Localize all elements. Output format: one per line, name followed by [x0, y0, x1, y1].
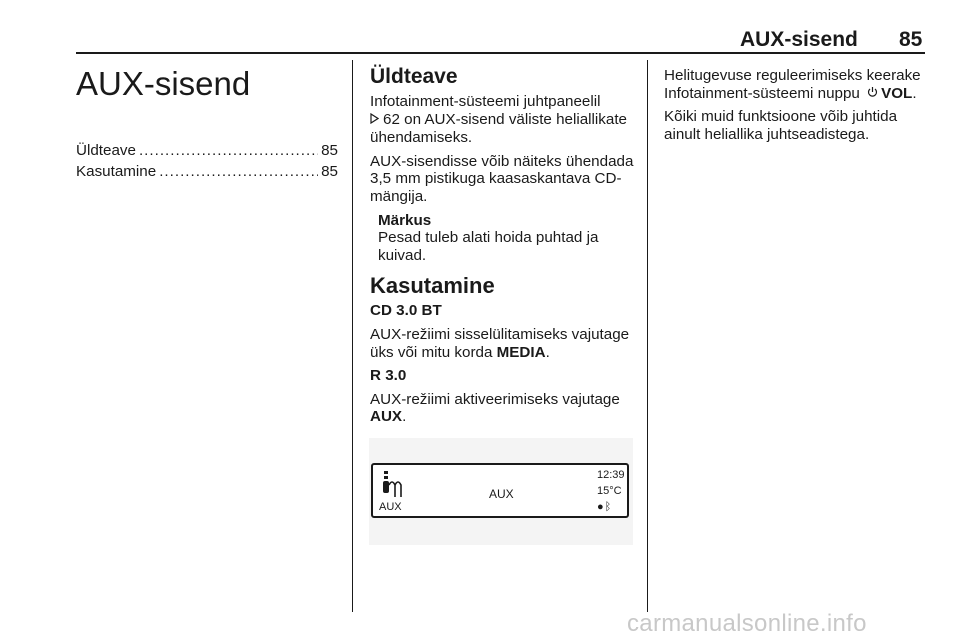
vol-key-label: VOL — [881, 84, 913, 102]
reference-arrow-icon — [370, 112, 379, 130]
infotainment-display — [371, 463, 629, 518]
section-heading-usage: Kasutamine — [370, 273, 495, 299]
page-reference[interactable]: 62 — [383, 110, 400, 128]
content-column-right — [664, 67, 926, 149]
toc-entry-page: 85 — [321, 142, 338, 159]
paragraph: AUX-režiimi aktiveerimiseks vajutage AUX. — [370, 390, 620, 426]
display-mode-label: AUX — [489, 487, 514, 501]
aux-plug-icon — [381, 469, 403, 499]
toc-entry[interactable] — [76, 142, 338, 160]
subheading-r: R 3.0 — [370, 367, 407, 385]
paragraph-text: Helitugevuse reguleerimiseks keerake Infotainment-süsteemi nuppu — [664, 67, 921, 102]
paragraph — [370, 93, 636, 147]
paragraph: AUX-sisendisse võib näiteks ühendada 3,5 mm pistikuga kaasaskantava CD-mängija. — [370, 152, 634, 205]
power-knob-icon — [867, 85, 878, 103]
display-status-icons — [597, 501, 612, 513]
disc-icon: ● — [597, 501, 605, 513]
toc-entry-page: 85 — [321, 162, 338, 180]
paragraph-text: on AUX-sisend väliste heliallikate ühendamiseks. — [370, 110, 628, 147]
watermark: carmanualsonline.info — [627, 610, 867, 637]
media-key-label: MEDIA — [496, 343, 546, 361]
note-text: Pesad tuleb alati hoida puhtad ja kuivad. — [378, 229, 599, 264]
toc-leader — [159, 163, 318, 181]
column-divider-right — [647, 60, 648, 612]
toc-column — [76, 60, 338, 183]
paragraph: Helitugevuse reguleerimiseks keerake Infotainment-süsteemi nuppu VOL. — [664, 67, 921, 102]
toc-entry[interactable] — [76, 163, 338, 181]
header-rule — [76, 52, 925, 54]
display-source-label: AUX — [379, 501, 402, 513]
paragraph: Kõiki muid funktsioone võib juhtida ainult heliallika juhtseadistega. — [664, 108, 898, 143]
aux-key-label: AUX — [370, 408, 403, 426]
paragraph: AUX-režiimi sisselülitamiseks vajutage üks või mitu korda MEDIA. — [370, 325, 630, 361]
page-number: 85 — [899, 28, 923, 51]
bluetooth-icon: ᛒ — [604, 501, 613, 513]
paragraph-text: Infotainment-süsteemi juhtpaneelil — [370, 93, 601, 110]
paragraph-text: AUX-režiimi sisselülitamiseks vajutage üks või mitu korda — [370, 325, 630, 361]
display-time: 12:39 — [597, 469, 625, 481]
note-title: Märkus — [378, 211, 432, 229]
content-column-middle — [370, 65, 636, 432]
toc-entry-label: Kasutamine — [76, 162, 157, 180]
toc-leader — [139, 142, 318, 160]
subheading-cd: CD 3.0 BT — [370, 302, 442, 320]
section-heading-general: Üldteave — [370, 65, 458, 88]
column-divider-left — [352, 60, 353, 612]
paragraph-text: AUX-režiimi aktiveerimiseks vajutage — [370, 390, 620, 408]
display-temperature: 15°C — [597, 485, 622, 497]
note-box — [370, 212, 636, 265]
page-header-title: AUX-sisend — [740, 28, 858, 51]
chapter-title: AUX-sisend — [76, 65, 251, 102]
toc-entry-label: Üldteave — [76, 142, 136, 159]
